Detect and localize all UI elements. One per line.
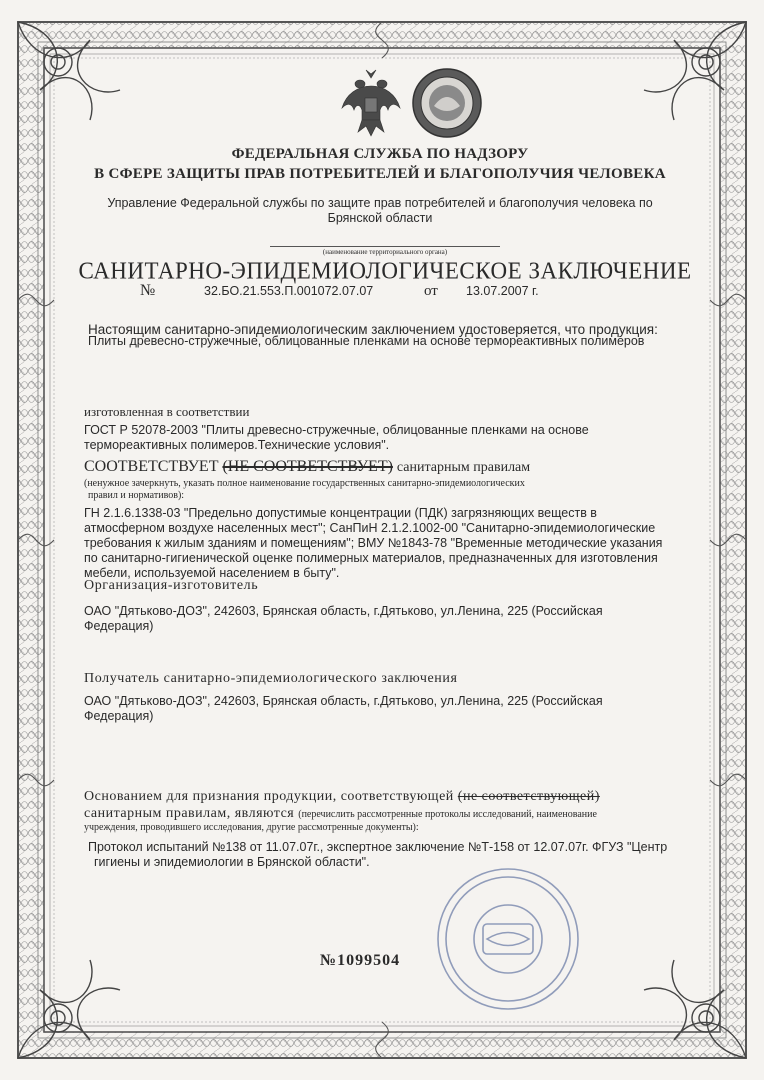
coat-of-arms-emblem (338, 68, 404, 140)
department-line2: Брянской области (327, 211, 433, 225)
made-in-accordance-label: изготовленная в соответствии (84, 404, 250, 419)
norms-line2: атмосферном воздухе населенных мест"; СанПиН 2.1.2.1002-00 "Санитарно-эпидемиологические (84, 521, 656, 535)
basis-struck: (не соответствующей) (457, 789, 600, 804)
basis-note-inline: (перечислить рассмотренные протоколы исследований, наименование (298, 809, 597, 820)
recipient-details (84, 694, 644, 724)
document-number: 32.БО.21.553.П.001072.07.07 (204, 284, 374, 298)
protocol-text (88, 840, 688, 870)
compliance-note-line1: (ненужное зачеркнуть, указать полное наименование государственных санитарно-эпидемиологических (84, 478, 525, 489)
intro-text: Настоящим санитарно-эпидемиологическим заключением удостоверяется, что продукция: (88, 322, 658, 337)
norms-line3: требования к жилым зданиям и помещениям"; ВМУ №1843-78 "Временные методические указания (84, 536, 663, 550)
manufacturer-label: Организация-изготовитель (84, 578, 259, 593)
date-prefix: от (424, 283, 438, 299)
service-seal-emblem (410, 66, 484, 140)
recipient-line2: Федерация) (84, 709, 154, 723)
gost-line1: ГОСТ Р 52078-2003 "Плиты древесно-стружечные, облицованные пленками на основе (84, 423, 589, 437)
complies-word: СООТВЕТСТВУЕТ (84, 458, 219, 475)
department-line1: Управление Федеральной службы по защите прав потребителей и благополучия человека по (107, 196, 653, 210)
gost-standard (84, 423, 644, 453)
document-title: САНИТАРНО-ЭПИДЕМИОЛОГИЧЕСКОЕ ЗАКЛЮЧЕНИЕ (78, 257, 692, 284)
agency-name-line1: ФЕДЕРАЛЬНАЯ СЛУЖБА ПО НАДЗОРУ (231, 146, 529, 162)
compliance-note-line2: правил и нормативов): (88, 490, 185, 501)
manufacturer-line2: Федерация) (84, 619, 154, 633)
document-date: 13.07.2007 г. (466, 284, 539, 298)
manufacturer-details (84, 604, 644, 634)
department-name (80, 196, 680, 226)
compliance-note (84, 478, 644, 502)
basis-statement (84, 788, 664, 823)
complies-rest: санитарным правилам (396, 460, 531, 475)
official-stamp (433, 864, 583, 1014)
norms-line1: ГН 2.1.6.1338-03 "Предельно допустимые концентрации (ПДК) загрязняющих веществ в (84, 506, 597, 520)
recipient-line1: ОАО "Дятьково-ДОЗ", 242603, Брянская область, г.Дятьково, ул.Ленина, 225 (Российская (84, 694, 603, 708)
basis-part2: санитарным правилам, являются (84, 806, 295, 821)
compliance-statement (84, 458, 644, 476)
norms-line4: по санитарно-гигиенической оценке полимерных материалов, предназначенных для изготовления (84, 551, 658, 565)
basis-note: учреждения, проводившего исследования, другие рассмотренные документы): (84, 822, 419, 833)
agency-name-line2: В СФЕРЕ ЗАЩИТЫ ПРАВ ПОТРЕБИТЕЛЕЙ И БЛАГОПОЛУЧИЯ ЧЕЛОВЕКА (94, 166, 666, 182)
not-complies-struck: (НЕ СООТВЕТСТВУЕТ) (222, 458, 393, 475)
protocol-line1: Протокол испытаний №138 от 11.07.07г., экспертное заключение №Т-158 от 12.07.07г. ФГУЗ "Центр (88, 840, 668, 854)
number-sign: № (140, 282, 156, 299)
gost-line2: термореактивных полимеров.Технические условия". (84, 438, 390, 452)
norms-list (84, 506, 684, 581)
norms-line5: мебели, используемой населением в быту". (84, 566, 340, 580)
manufacturer-line1: ОАО "Дятьково-ДОЗ", 242603, Брянская область, г.Дятьково, ул.Ленина, 225 (Российская (84, 604, 603, 618)
department-caption: (наименование территориального органа) (270, 246, 500, 256)
serial-number: №1099504 (320, 952, 401, 969)
protocol-line2: гигиены и эпидемиологии в Брянской области". (94, 855, 370, 869)
recipient-label: Получатель санитарно-эпидемиологического заключения (84, 671, 458, 686)
basis-part1: Основанием для признания продукции, соответствующей (84, 789, 454, 804)
product-name: Плиты древесно-стружечные, облицованные пленками на основе термореактивных полимеров (88, 334, 645, 348)
